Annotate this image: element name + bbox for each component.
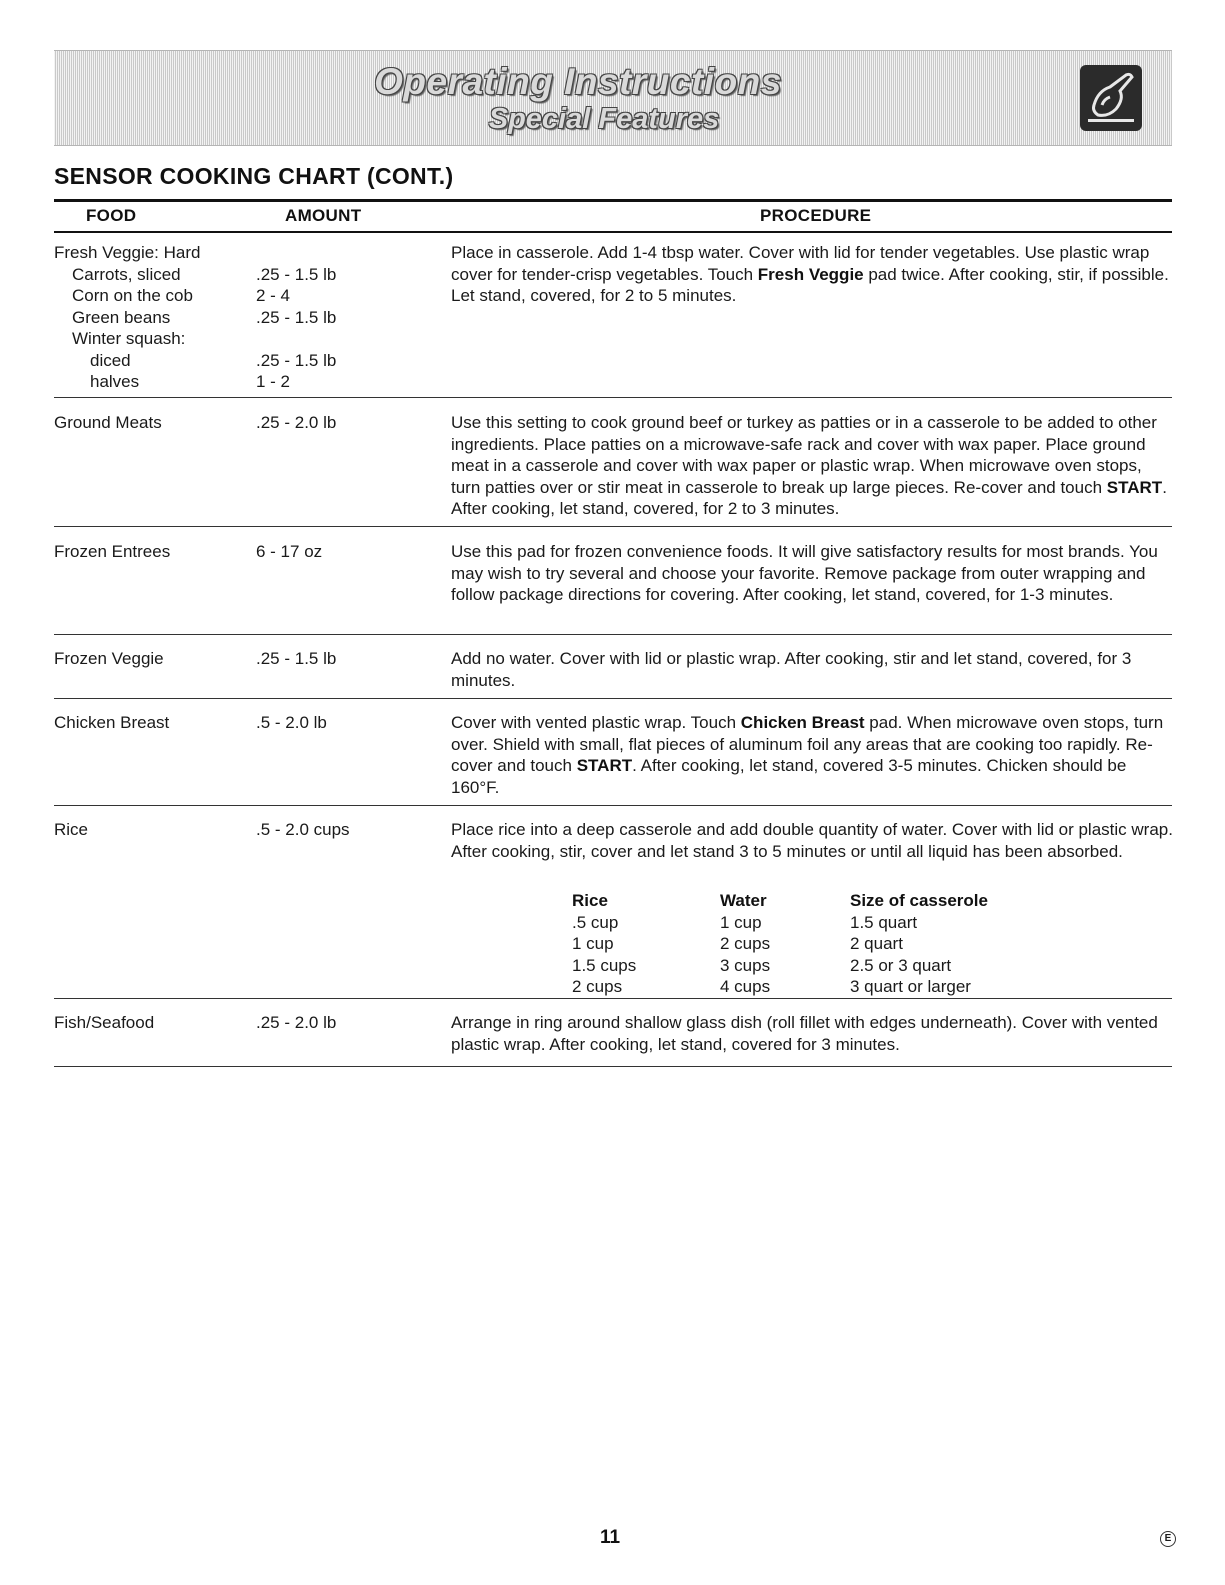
table-row-food: Ground Meats (54, 413, 162, 432)
table-row-amount: .5 - 2.0 lb (256, 713, 327, 732)
hand-touch-icon (1080, 65, 1142, 131)
column-header-food: FOOD (86, 206, 137, 225)
table-row-food: Rice (54, 820, 89, 839)
rice-table-row: 1 cup 2 cups 2 quart (572, 934, 903, 953)
table-row-amount: .25 - 2.0 lb (256, 1013, 337, 1032)
header-banner (54, 50, 1172, 146)
table-row-amount: .25 - 1.5 lb (256, 649, 337, 668)
row-divider (54, 805, 1172, 806)
language-mark: E (1160, 1531, 1176, 1547)
table-row-procedure: Place rice into a deep casserole and add double quantity of water. Cover with lid or plastic wrap. After cooking, stir, cover and let stand 3 to 5 minutes or until all liquid has been absorbed. (451, 820, 1173, 861)
rice-water-table (572, 890, 1050, 998)
rice-table-header: Rice Water Size of casserole (572, 891, 988, 910)
table-row-food: Fresh Veggie: Hard Carrots, sliced Corn on the cob Green beans Winter squash: diced halves (54, 243, 201, 391)
row-divider (54, 526, 1172, 527)
banner-subtitle: Special Features (488, 103, 720, 135)
rice-table-row: .5 cup 1 cup 1.5 quart (572, 912, 918, 932)
row-divider (54, 634, 1172, 635)
header-top-rule (54, 199, 1172, 202)
table-row-amount: .25 - 1.5 lb 2 - 4 .25 - 1.5 lb .25 - 1.5 lb 1 - 2 (256, 264, 337, 391)
table-row-procedure: Use this setting to cook ground beef or turkey as patties or in a casserole to be added to other ingredients. Place patties on a microwave-safe rack and cover with wax paper. Place ground meat in a casserole and cover with wax paper or plastic wrap. When microwave oven stops, turn patties over or stir meat in casserole to break up large pieces. Re-cover and touch START. After cooking, let stand, covered, for 2 to 3 minutes. (451, 413, 1167, 518)
column-header-amount: AMOUNT (285, 206, 362, 225)
row-divider (54, 998, 1172, 999)
table-row-food: Fish/Seafood (54, 1013, 155, 1032)
table-row-amount: .25 - 2.0 lb (256, 413, 337, 432)
table-row-procedure: Arrange in ring around shallow glass dish (roll fillet with edges underneath). Cover with vented plastic wrap. After cooking, let stand, covered for 3 minutes. (451, 1013, 1158, 1054)
section-title: SENSOR COOKING CHART (CONT.) (54, 163, 454, 189)
page-number: 11 (600, 1527, 621, 1548)
header-bottom-rule (54, 231, 1172, 233)
rice-table-row: 2 cups 4 cups 3 quart or larger (572, 977, 971, 996)
table-row-food: Frozen Entrees (54, 542, 171, 561)
banner-title: Operating Instructions (374, 61, 782, 102)
rice-table-row: 1.5 cups 3 cups 2.5 or 3 quart (572, 955, 952, 975)
table-row-procedure: Add no water. Cover with lid or plastic wrap. After cooking, stir and let stand, covered, for 3 minutes. (451, 649, 1132, 690)
table-row-food: Frozen Veggie (54, 649, 164, 668)
column-header-procedure: PROCEDURE (760, 206, 872, 225)
table-row-procedure: Use this pad for frozen convenience foods. It will give satisfactory results for most brands. You may wish to try several and choose your favorite. Remove package from outer wrapping and follow package directions for covering. After cooking, let stand, covered, for 1-3 minutes. (451, 542, 1158, 604)
table-row-food: Chicken Breast (54, 713, 170, 732)
table-row-procedure: Cover with vented plastic wrap. Touch Chicken Breast pad. When microwave oven stops, turn over. Shield with small, flat pieces of aluminum foil any areas that are cooking too rapidly. Re-cover and touch START. After cooking, let stand, covered 3-5 minutes. Chicken should be 160°F. (451, 713, 1164, 797)
row-divider (54, 698, 1172, 699)
row-divider (54, 397, 1172, 398)
table-row-amount: 6 - 17 oz (256, 542, 323, 561)
table-row-procedure: Place in casserole. Add 1-4 tbsp water. Cover with lid for tender vegetables. Use plastic wrap cover for tender-crisp vegetables. Touch Fresh Veggie pad twice. After cooking, stir, if possible. Let stand, covered, for 2 to 5 minutes. (451, 243, 1169, 305)
table-row-amount: .5 - 2.0 cups (256, 820, 350, 839)
row-divider (54, 1066, 1172, 1067)
